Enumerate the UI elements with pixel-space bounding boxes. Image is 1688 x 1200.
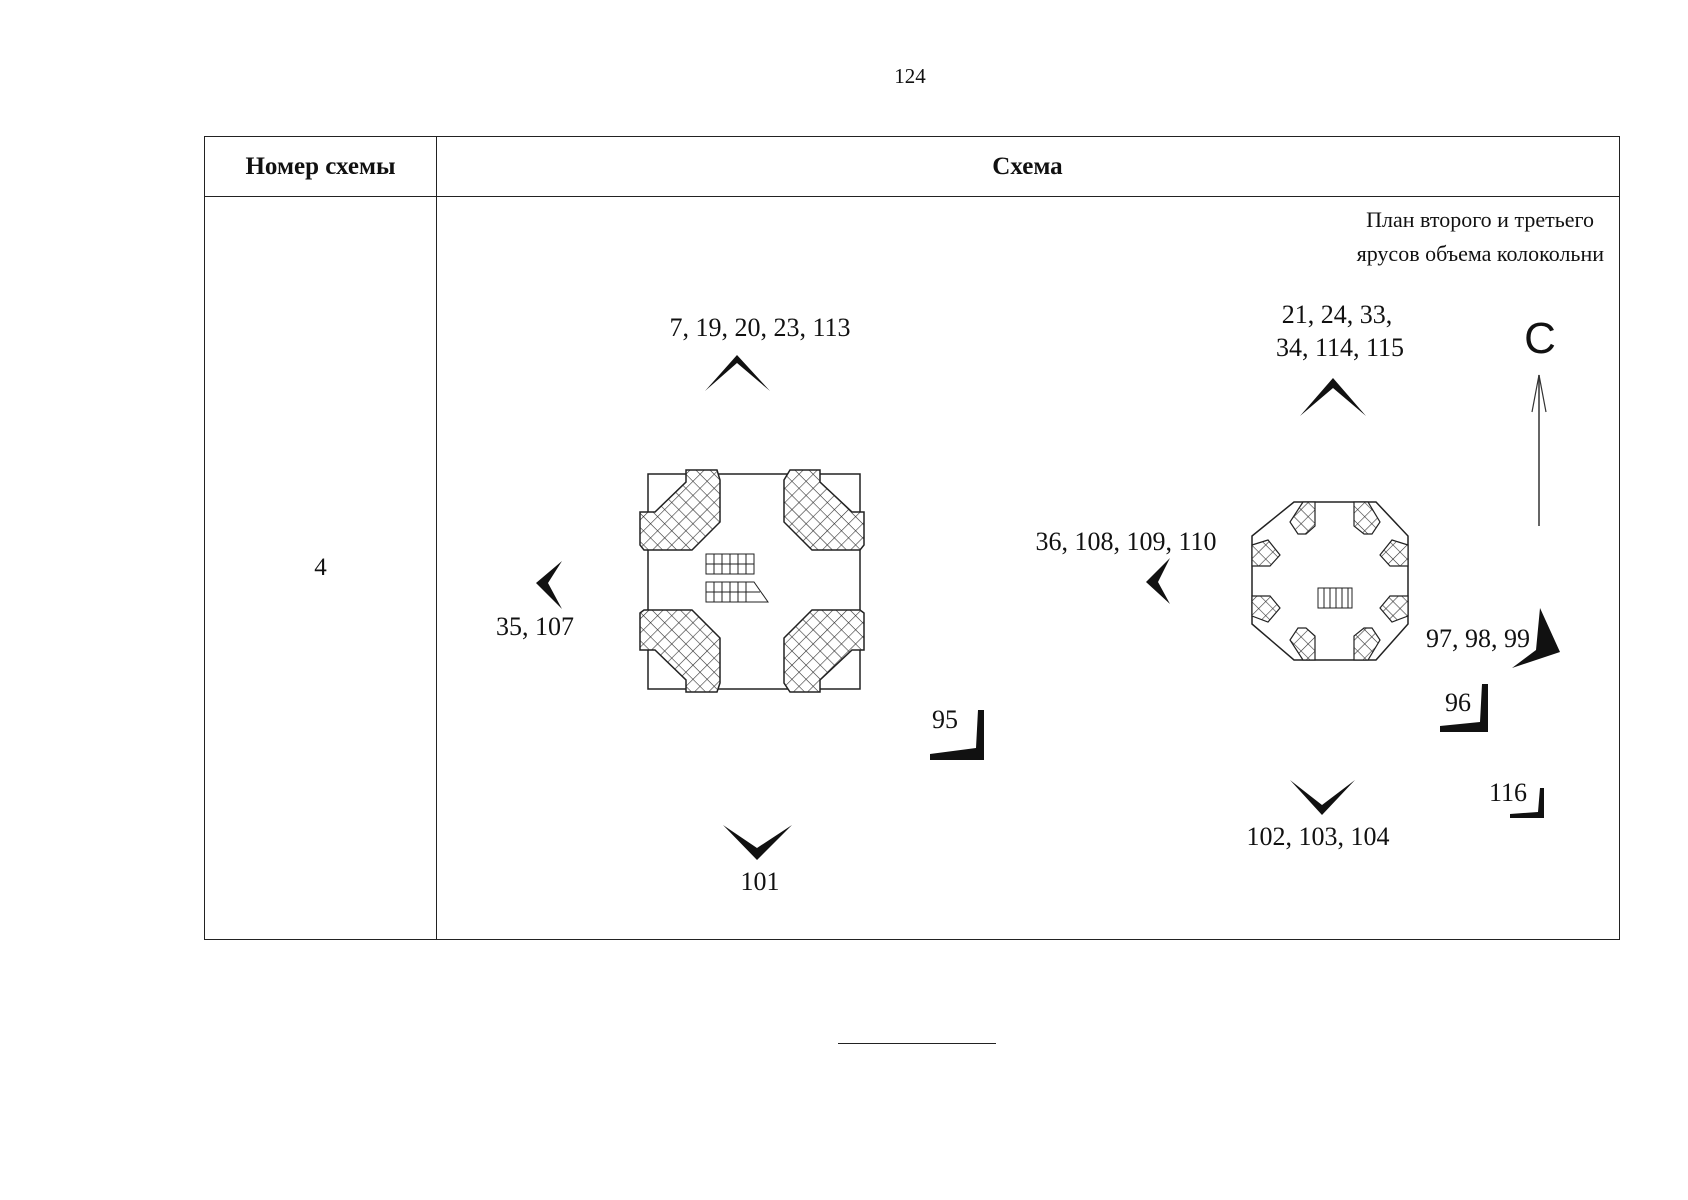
view-marker-label: 35, 107 — [496, 612, 574, 641]
view-marker-label: 116 — [1488, 778, 1528, 807]
pier-top-right — [784, 470, 864, 550]
header-scheme-number: Номер схемы — [245, 152, 396, 180]
chevron-up-icon — [705, 355, 770, 391]
chevron-left-icon — [1146, 558, 1170, 604]
chevron-up-icon — [1300, 378, 1366, 416]
view-marker-label: 36, 108, 109, 110 — [1035, 527, 1217, 556]
floor-plan-first — [640, 470, 864, 692]
header-scheme: Схема — [992, 152, 1063, 180]
view-marker-36-108-109-110 — [1035, 527, 1216, 604]
niche-s1 — [1290, 628, 1315, 660]
view-marker-label: 97, 98, 99 — [1426, 624, 1530, 653]
pier-bottom-left — [640, 610, 720, 692]
view-marker-101 — [723, 825, 792, 896]
chevron-left-icon — [536, 561, 562, 609]
niche-e1 — [1380, 540, 1408, 566]
pier-bottom-right — [784, 610, 864, 692]
niche-s2 — [1354, 628, 1380, 660]
chevron-down-icon — [723, 825, 792, 860]
view-marker-97-98-99 — [1426, 608, 1560, 668]
octagon-outline — [1252, 502, 1408, 660]
floor-plan-second-third — [1252, 502, 1408, 660]
view-marker-label: 102, 103, 104 — [1246, 822, 1390, 851]
scheme-number-cell: 4 — [314, 553, 327, 581]
staircase-icon — [1318, 588, 1352, 608]
plan-title-line1: План второго и третьего — [1366, 207, 1594, 232]
staircase-icon — [706, 554, 768, 602]
footer-rule — [838, 1043, 996, 1044]
north-label: С — [1524, 314, 1556, 363]
view-marker-96 — [1440, 684, 1488, 732]
niche-e2 — [1380, 596, 1408, 622]
view-marker-label: 96 — [1445, 688, 1471, 717]
plan-title-line2: ярусов объема колокольни — [1356, 241, 1604, 266]
view-marker-116 — [1489, 778, 1544, 818]
pier-top-left — [640, 470, 720, 550]
view-marker-35-107 — [496, 561, 574, 641]
view-marker-7-19-20-23-113 — [669, 313, 850, 391]
niche-w2 — [1252, 596, 1280, 622]
view-marker-102-103-104 — [1247, 780, 1390, 851]
north-arrow — [1524, 314, 1556, 526]
view-marker-label: 101 — [740, 867, 780, 896]
niche-n2 — [1354, 502, 1380, 534]
page-number: 124 — [894, 64, 926, 88]
niche-w1 — [1252, 540, 1280, 566]
chevron-down-icon — [1290, 780, 1355, 815]
view-marker-label: 95 — [932, 705, 958, 734]
view-marker-95 — [930, 705, 984, 760]
view-marker-label-line2: 34, 114, 115 — [1275, 333, 1405, 362]
view-marker-label-line1: 21, 24, 33, — [1281, 300, 1393, 329]
view-marker-label: 7, 19, 20, 23, 113 — [669, 313, 851, 342]
niche-n1 — [1290, 502, 1315, 534]
view-marker-21-24-33-34-114-115 — [1276, 300, 1404, 416]
